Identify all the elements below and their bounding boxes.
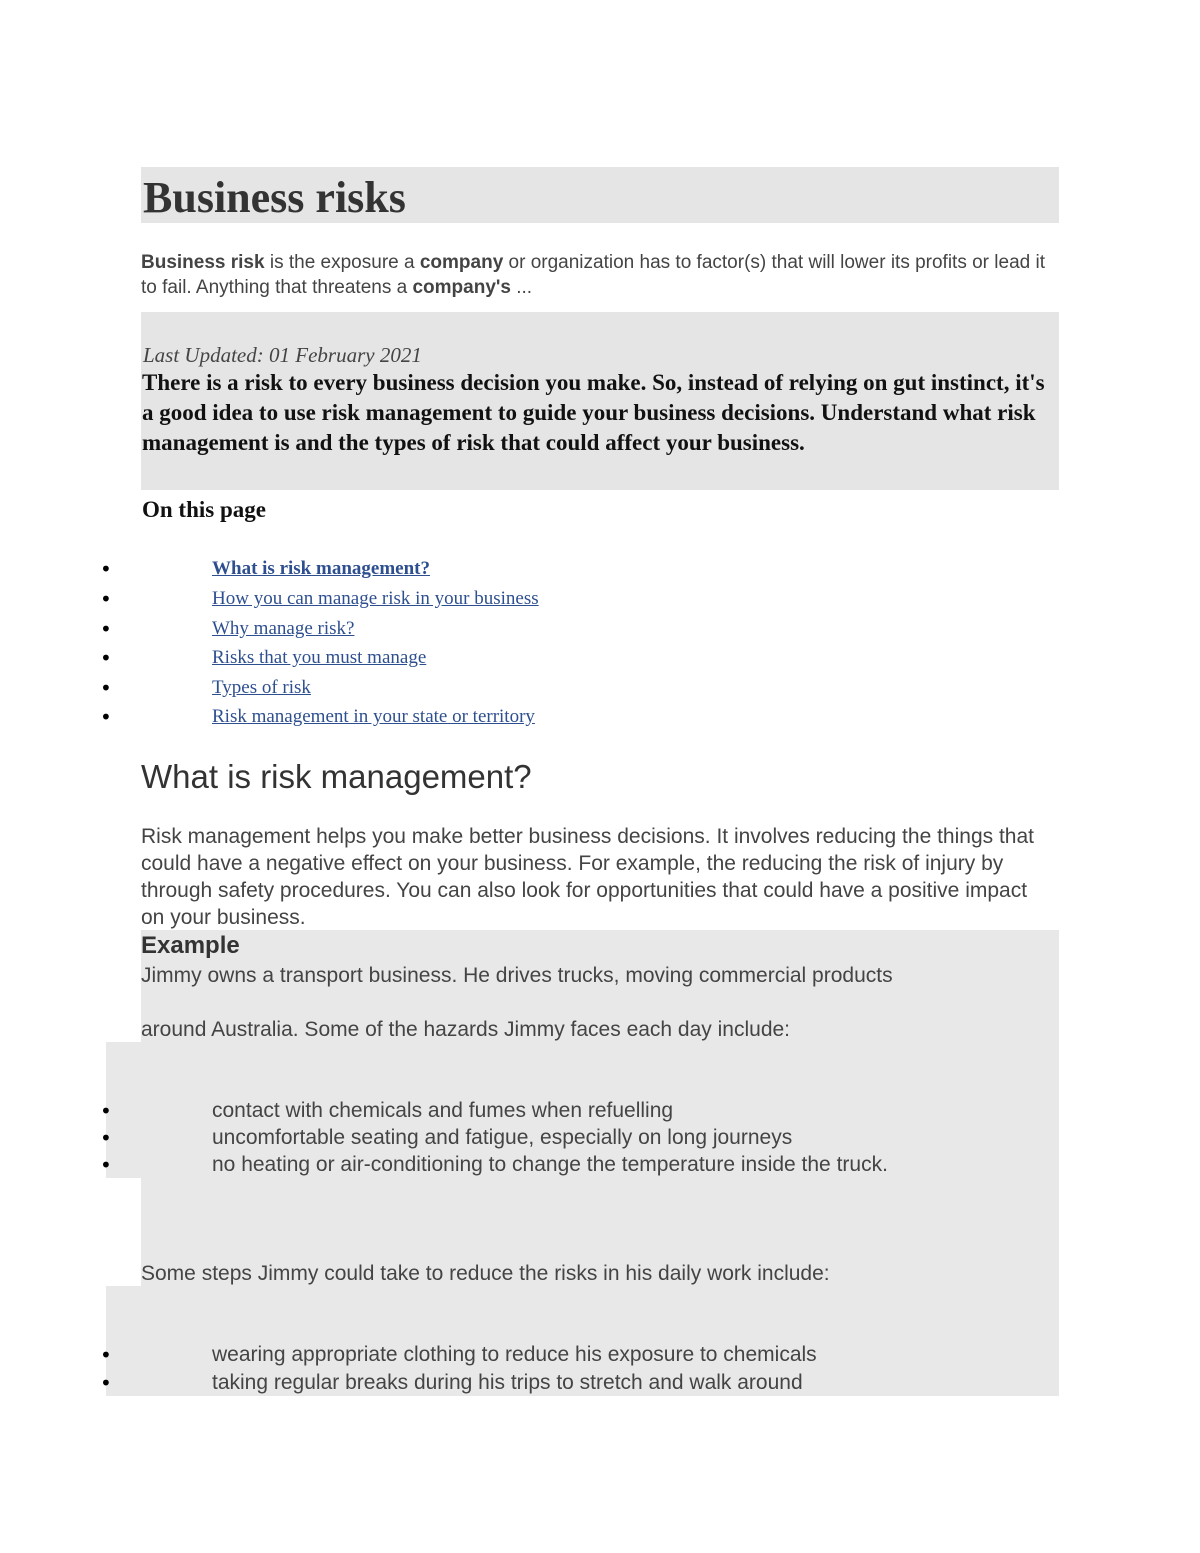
example-line-1: Jimmy owns a transport business. He drives trucks, moving commercial products	[141, 964, 893, 987]
toc-link-how-to-manage-risk[interactable]: How you can manage risk in your business	[212, 588, 539, 609]
bullet-icon: •	[100, 557, 112, 581]
step-text: wearing appropriate clothing to reduce his exposure to chemicals	[212, 1343, 817, 1366]
example-line-2: around Australia. Some of the hazards Jimmy faces each day include:	[141, 1018, 791, 1041]
intro-text-1: is the exposure a	[264, 252, 420, 273]
intro-text-3: ...	[510, 277, 533, 298]
last-updated: Last Updated: 01 February 2021	[143, 343, 422, 367]
example-heading: Example	[141, 932, 240, 959]
hazard-text: contact with chemicals and fumes when refuelling	[212, 1099, 674, 1122]
bullet-icon: •	[100, 1371, 112, 1395]
section-heading: What is risk management?	[141, 758, 532, 795]
bullet-icon: •	[100, 676, 112, 700]
intro-companys: company's	[412, 277, 511, 298]
toc-item	[100, 673, 700, 703]
hazard-text: no heating or air-conditioning to change the temperature inside the truck.	[212, 1153, 888, 1176]
bullet-icon: •	[100, 646, 112, 670]
toc-item	[100, 614, 700, 644]
hazard-item	[100, 1097, 1000, 1125]
intro-term: Business risk	[141, 252, 265, 273]
hazard-text: uncomfortable seating and fatigue, especially on long journeys	[212, 1126, 793, 1149]
hazard-item	[100, 1124, 1000, 1152]
bullet-icon: •	[100, 1153, 112, 1177]
toc-link-types-of-risk[interactable]: Types of risk	[212, 677, 311, 698]
bullet-icon: •	[100, 1099, 112, 1123]
step-item	[100, 1341, 1000, 1369]
toc-link-state-or-territory[interactable]: Risk management in your state or territory	[212, 706, 535, 727]
bullet-icon: •	[100, 1126, 112, 1150]
toc-link-risks-you-must-manage[interactable]: Risks that you must manage	[212, 647, 427, 668]
bullet-icon: •	[100, 705, 112, 729]
intro-company: company	[419, 252, 504, 273]
step-item	[100, 1369, 1000, 1397]
bullet-icon: •	[100, 617, 112, 641]
toc-item	[100, 702, 700, 732]
toc-item	[100, 643, 700, 673]
hazard-item	[100, 1151, 1000, 1179]
page-title: Business risks	[143, 173, 406, 222]
bullet-icon: •	[100, 1343, 112, 1367]
intro-paragraph	[141, 250, 1051, 300]
toc-item	[100, 554, 700, 584]
step-text: taking regular breaks during his trips to stretch and walk around	[212, 1371, 803, 1394]
toc-link-why-manage-risk[interactable]: Why manage risk?	[212, 618, 355, 639]
section-body: Risk management helps you make better business decisions. It involves reducing the things that could have a negative effect on your business. For example, the reducing the risk of injury by through safety procedures. You can also look for opportunities that could have a positive impact on your business.	[141, 825, 1034, 929]
lead-paragraph: There is a risk to every business decision you make. So, instead of relying on gut instinct, it's a good idea to use risk management to guide your business decisions. Understand what risk management is and the types of risk that could affect your business.	[142, 370, 1045, 455]
bullet-icon: •	[100, 587, 112, 611]
steps-intro: Some steps Jimmy could take to reduce the risks in his daily work include:	[141, 1262, 830, 1285]
toc-item	[100, 584, 700, 614]
intro-text-2: or organization has to factor(s) that will lower its profits or lead it to fail. Anything that threatens a	[141, 252, 1045, 298]
on-this-page-heading: On this page	[142, 497, 266, 522]
toc-link-what-is-risk-management[interactable]: What is risk management?	[212, 558, 430, 579]
